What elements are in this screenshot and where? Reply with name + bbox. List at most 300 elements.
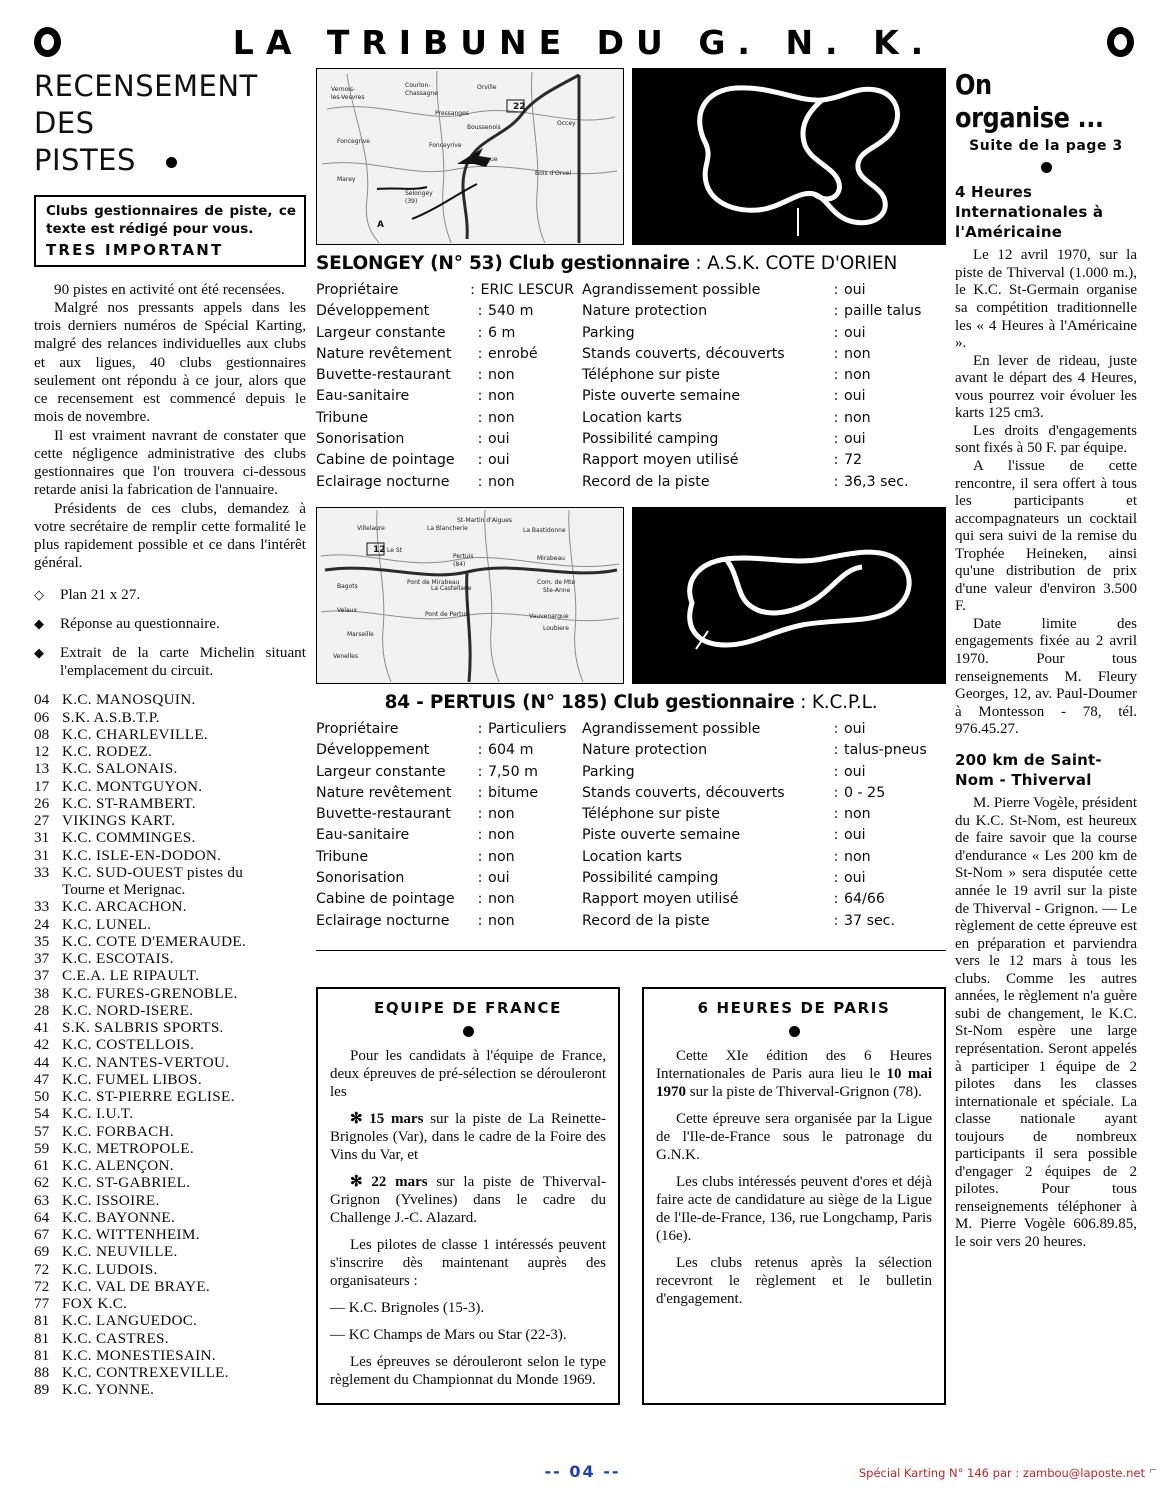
svg-text:Pressanges: Pressanges bbox=[435, 110, 469, 117]
spec-value: 6 m bbox=[488, 324, 516, 341]
club-department-number: 64 bbox=[34, 1208, 50, 1226]
spec-label: Eau-sanitaire bbox=[316, 827, 410, 844]
info-box-paragraph: Les épreuves se dérouleront selon le type règlement du Championnat du Monde 1969. bbox=[330, 1353, 606, 1388]
track-heading-club: : K.C.P.L. bbox=[800, 691, 878, 713]
club-name: K.C. YONNE. bbox=[62, 1381, 155, 1399]
spec-separator: : bbox=[477, 870, 483, 887]
spec-separator: : bbox=[477, 452, 483, 469]
spec-row bbox=[582, 889, 946, 910]
on-organise-title: On organise ... bbox=[955, 68, 1104, 134]
info-box-paragraph: Cette XIe édition des 6 Heures Internationales de Paris aura lieu le 10 mai 1970 sur la piste de Thiverval-Grignon (78). bbox=[656, 1047, 932, 1100]
spec-value: paille talus bbox=[844, 303, 922, 320]
club-name: C.E.A. LE RIPAULT. bbox=[62, 967, 200, 985]
right-section-heading: 200 km de Saint-Nom - Thiverval bbox=[955, 750, 1102, 789]
club-department-number: 31 bbox=[34, 846, 50, 864]
svg-text:Venelles: Venelles bbox=[333, 652, 358, 660]
spec-row bbox=[582, 740, 946, 761]
track-heading-name: 84 - PERTUIS (N° 185) Club gestionnaire bbox=[384, 691, 795, 713]
club-name: K.C. ST-GABRIEL. bbox=[62, 1174, 191, 1192]
spec-value: oui bbox=[488, 870, 510, 887]
legend-label: Réponse au questionnaire. bbox=[60, 614, 220, 632]
spec-separator: : bbox=[833, 409, 839, 426]
spec-value: oui bbox=[844, 431, 866, 448]
spec-value: non bbox=[488, 806, 515, 823]
corner-tick-icon: ⌐ bbox=[1149, 1462, 1157, 1477]
spec-value: non bbox=[488, 388, 515, 405]
page-number: -- 04 -- bbox=[544, 1462, 621, 1481]
info-box-row bbox=[316, 987, 946, 1405]
spec-row bbox=[582, 408, 946, 429]
spec-label: Cabine de pointage bbox=[316, 452, 455, 469]
list-item bbox=[34, 1088, 306, 1105]
club-department-number: 57 bbox=[34, 1122, 50, 1140]
club-department-number: 88 bbox=[34, 1364, 50, 1382]
spec-table bbox=[316, 280, 946, 493]
club-department-number: 89 bbox=[34, 1381, 50, 1399]
list-item bbox=[34, 1140, 306, 1157]
spec-label: Parking bbox=[582, 324, 635, 341]
continued-from-label: Suite de la page 3 bbox=[969, 138, 1123, 154]
spec-value: oui bbox=[844, 763, 866, 780]
spec-label: Nature protection bbox=[582, 303, 708, 320]
svg-text:12: 12 bbox=[373, 544, 386, 555]
list-item bbox=[34, 760, 306, 777]
club-department-number: 63 bbox=[34, 1191, 50, 1209]
spec-label: Largeur constante bbox=[316, 763, 446, 780]
spec-label: Record de la piste bbox=[582, 473, 710, 490]
spec-separator: : bbox=[833, 912, 839, 929]
club-department-number: 35 bbox=[34, 932, 50, 950]
spec-separator: : bbox=[833, 324, 839, 341]
spec-value: oui bbox=[488, 431, 510, 448]
spec-separator: : bbox=[833, 848, 839, 865]
bullet-dot-icon bbox=[789, 1026, 800, 1037]
right-paragraph: Les droits d'engagements sont fixés à 50 F. par équipe. bbox=[955, 422, 1137, 457]
spec-label: Propriétaire bbox=[316, 720, 399, 737]
spec-value: non bbox=[488, 912, 515, 929]
spec-row bbox=[316, 762, 574, 783]
spec-row bbox=[316, 344, 574, 365]
right-section bbox=[955, 183, 1137, 739]
club-name: K.C. LANGUEDOC. bbox=[62, 1312, 198, 1330]
spec-separator: : bbox=[833, 452, 839, 469]
spec-separator: : bbox=[477, 763, 483, 780]
spec-row bbox=[582, 804, 946, 825]
spec-label: Rapport moyen utilisé bbox=[582, 891, 739, 908]
svg-text:Boussenois: Boussenois bbox=[467, 124, 501, 131]
spec-separator: : bbox=[477, 827, 483, 844]
svg-text:Chassagne: Chassagne bbox=[405, 90, 438, 97]
spec-row bbox=[316, 365, 574, 386]
spec-label: Record de la piste bbox=[582, 912, 710, 929]
spec-label: Location karts bbox=[582, 409, 682, 426]
important-notice-box bbox=[34, 195, 306, 266]
list-item bbox=[34, 812, 306, 829]
right-section-body bbox=[955, 795, 1137, 1251]
spec-separator: : bbox=[477, 806, 483, 823]
intro-paragraph: 90 pistes en activité ont été recensées. bbox=[54, 280, 285, 298]
spec-label: Téléphone sur piste bbox=[582, 806, 720, 823]
spec-value: Particuliers bbox=[488, 720, 567, 737]
spec-value: 64/66 bbox=[844, 891, 885, 908]
club-department-number: 38 bbox=[34, 984, 50, 1002]
spec-separator: : bbox=[477, 367, 483, 384]
svg-text:Occey: Occey bbox=[557, 120, 576, 127]
spec-row bbox=[582, 386, 946, 407]
legend-marker-diamond-filled-icon: ◆ bbox=[34, 615, 44, 631]
spec-separator: : bbox=[477, 388, 483, 405]
scan-credit: Spécial Karting N° 146 par : zambou@laposte.net bbox=[858, 1466, 1145, 1480]
spec-value: 37 sec. bbox=[844, 912, 895, 929]
club-name: K.C. BAYONNE. bbox=[62, 1208, 176, 1226]
svg-text:La Bastidonne: La Bastidonne bbox=[523, 526, 566, 534]
info-box-paragraph: Les pilotes de classe 1 intéressés peuvent s'inscrire dès maintenant auprès des organisateurs : bbox=[330, 1236, 606, 1289]
spec-separator: : bbox=[477, 912, 483, 929]
svg-text:Vauvenargue: Vauvenargue bbox=[529, 612, 569, 620]
list-item bbox=[34, 1261, 306, 1278]
spec-row bbox=[316, 408, 574, 429]
svg-text:St-Martin d'Aigues: St-Martin d'Aigues bbox=[457, 516, 513, 524]
spec-value: non bbox=[844, 806, 871, 823]
middle-column bbox=[316, 68, 946, 1405]
club-department-number: 33 bbox=[34, 863, 50, 881]
club-name: K.C. ST-PIERRE EGLISE. bbox=[62, 1088, 235, 1106]
club-name: K.C. CHARLEVILLE. bbox=[62, 725, 208, 743]
emphasis-text: ✻ 22 mars bbox=[350, 1173, 428, 1190]
list-item bbox=[34, 829, 306, 846]
spec-row bbox=[582, 429, 946, 450]
emphasis-text: 10 mai 1970 bbox=[656, 1065, 932, 1100]
svg-text:Le St: Le St bbox=[387, 546, 402, 554]
svg-text:St-Gorgue: St-Gorgue bbox=[467, 156, 498, 163]
spec-row bbox=[316, 280, 574, 301]
spec-column-left bbox=[316, 280, 574, 493]
spec-label: Possibilité camping bbox=[582, 431, 719, 448]
spec-label: Eclairage nocturne bbox=[316, 473, 450, 490]
list-item bbox=[34, 1364, 306, 1381]
spec-row bbox=[316, 889, 574, 910]
spec-value: non bbox=[488, 473, 515, 490]
track-heading-name: SELONGEY (N° 53) Club gestionnaire bbox=[316, 253, 690, 274]
club-department-number: 72 bbox=[34, 1277, 50, 1295]
spec-value: 0 - 25 bbox=[844, 784, 886, 801]
track-media bbox=[316, 68, 946, 245]
bullet-dot-icon bbox=[463, 1026, 474, 1037]
spec-separator: : bbox=[470, 282, 475, 298]
svg-text:22: 22 bbox=[513, 102, 526, 112]
list-item bbox=[34, 1278, 306, 1295]
spec-label: Eclairage nocturne bbox=[316, 912, 450, 929]
list-item bbox=[34, 1209, 306, 1226]
club-department-number: 81 bbox=[34, 1312, 50, 1330]
list-item bbox=[34, 1036, 306, 1053]
club-name: K.C. ST-RAMBERT. bbox=[62, 794, 196, 812]
spec-separator: : bbox=[833, 431, 839, 448]
right-paragraph: Le 12 avril 1970, sur la piste de Thiverval (1.000 m.), le K.C. St-Germain organise sa compétition traditionnelle les « 4 Heures à l'Américaine ». bbox=[955, 247, 1137, 352]
intro-paragraph: Malgré nos pressants appels dans les trois derniers numéros de Spécial Karting, malgré des relances individuelles aux clubs et aux ligues, 40 clubs gestionnaires seulement ont répondu à ce jour, alors que ce recensement est commencé depuis le mois de novembre. bbox=[34, 298, 306, 426]
club-department-number: 81 bbox=[34, 1329, 50, 1347]
spec-value: oui bbox=[844, 388, 866, 405]
club-name: S.K. SALBRIS SPORTS. bbox=[62, 1019, 224, 1037]
spec-value: oui bbox=[844, 282, 866, 298]
spec-value: 7,50 m bbox=[488, 763, 538, 780]
right-section-body bbox=[955, 247, 1137, 738]
track-entry-pertuis bbox=[316, 507, 946, 932]
spec-value: oui bbox=[844, 324, 866, 341]
club-name: K.C. COSTELLOIS. bbox=[62, 1036, 195, 1054]
spec-label: Nature revêtement bbox=[316, 345, 452, 362]
spec-row bbox=[582, 365, 946, 386]
club-name: K.C. WITTENHEIM. bbox=[62, 1226, 200, 1244]
club-name: K.C. LUNEL. bbox=[62, 915, 152, 933]
spec-row bbox=[316, 911, 574, 932]
legend-label: Extrait de la carte Michelin situant l'emplacement du circuit. bbox=[60, 643, 306, 680]
list-item bbox=[34, 1054, 306, 1071]
club-name: K.C. FUMEL LIBOS. bbox=[62, 1070, 202, 1088]
list-item bbox=[34, 795, 306, 812]
spec-row bbox=[316, 472, 574, 493]
spec-label: Eau-sanitaire bbox=[316, 388, 410, 405]
club-name: K.C. FURES-GRENOBLE. bbox=[62, 984, 238, 1002]
masthead-title: LA TRIBUNE DU G. N. K. bbox=[232, 22, 936, 62]
svg-text:Ste-Anne: Ste-Anne bbox=[543, 586, 571, 594]
spec-separator: : bbox=[833, 763, 839, 780]
legend-label: Plan 21 x 27. bbox=[60, 585, 141, 603]
spec-row bbox=[582, 825, 946, 846]
spec-separator: : bbox=[477, 431, 483, 448]
spec-row bbox=[316, 719, 574, 740]
list-item bbox=[34, 709, 306, 726]
spec-row bbox=[582, 323, 946, 344]
spec-separator: : bbox=[833, 282, 839, 298]
club-department-number: 26 bbox=[34, 794, 50, 812]
svg-text:Orville: Orville bbox=[477, 84, 497, 91]
spec-label: Propriétaire bbox=[316, 282, 399, 298]
selongey-michelin-map bbox=[316, 68, 624, 245]
spec-row bbox=[582, 472, 946, 493]
list-item bbox=[34, 1312, 306, 1329]
spec-value: 72 bbox=[844, 452, 863, 469]
masthead-right-ring-icon bbox=[1107, 27, 1134, 57]
spec-separator: : bbox=[477, 720, 483, 737]
club-department-number: 42 bbox=[34, 1036, 50, 1054]
spec-row bbox=[316, 301, 574, 322]
club-department-number: 61 bbox=[34, 1157, 50, 1175]
emphasis-text: ✻ 15 mars bbox=[350, 1110, 424, 1127]
spec-row bbox=[316, 825, 574, 846]
spec-row bbox=[582, 280, 946, 301]
spec-value: non bbox=[488, 409, 515, 426]
spec-separator: : bbox=[833, 891, 839, 908]
spec-separator: : bbox=[833, 367, 839, 384]
club-name: K.C. MONESTIESAIN. bbox=[62, 1346, 216, 1364]
list-item bbox=[34, 933, 306, 950]
info-box-title: 6 HEURES DE PARIS bbox=[697, 998, 891, 1017]
list-item bbox=[34, 1347, 306, 1364]
bullet-dot-icon bbox=[166, 157, 177, 168]
info-box-paragraph: ✻ 15 mars sur la piste de La Reinette-Brignoles (Var), dans le cadre de la Foire des Vins du Var, et bbox=[330, 1110, 606, 1163]
spec-row bbox=[582, 762, 946, 783]
spec-row bbox=[582, 847, 946, 868]
club-department-number: 31 bbox=[34, 829, 50, 847]
spec-separator: : bbox=[477, 409, 483, 426]
club-name: K.C. CASTRES. bbox=[62, 1329, 169, 1347]
club-list bbox=[34, 691, 306, 1398]
list-item bbox=[34, 967, 306, 984]
club-department-number: 77 bbox=[34, 1295, 50, 1313]
svg-text:A: A bbox=[377, 220, 384, 230]
club-name: K.C. SUD-OUEST pistes du bbox=[62, 863, 244, 881]
notice-text: Clubs gestionnaires de piste, ce texte est rédigé pour vous. bbox=[46, 203, 296, 238]
list-item bbox=[34, 1243, 306, 1260]
spec-value: ERIC LESCUR bbox=[480, 282, 574, 298]
spec-row bbox=[582, 868, 946, 889]
spec-value: oui bbox=[844, 870, 866, 887]
spec-value: non bbox=[844, 345, 871, 362]
info-box-paragraph: ✻ 22 mars sur la piste de Thiverval-Grignon (Yvelines) dans le cadre du Challenge J.-C. Alazard. bbox=[330, 1173, 606, 1226]
club-name: K.C. ESCOTAIS. bbox=[62, 950, 174, 968]
spec-value: oui bbox=[844, 827, 866, 844]
spec-label: Location karts bbox=[582, 848, 682, 865]
spec-label: Développement bbox=[316, 303, 430, 320]
svg-text:Marey: Marey bbox=[337, 176, 356, 183]
right-section-heading: 4 Heures Internationales à l'Américaine bbox=[955, 183, 1104, 241]
track-heading bbox=[316, 692, 946, 713]
track-media bbox=[316, 507, 946, 684]
svg-text:Selongey: Selongey bbox=[405, 190, 433, 197]
club-name: K.C. ARCACHON. bbox=[62, 898, 187, 916]
spec-label: Développement bbox=[316, 742, 430, 759]
info-box-paragraph: Les clubs retenus après la sélection recevront le règlement et le bulletin d'engagement. bbox=[656, 1254, 932, 1307]
intro-paragraph: Présidents de ces clubs, demandez à votre secrétaire de remplir cette formalité le plus rapidement possible et ce dans l'intérêt général. bbox=[34, 499, 306, 572]
list-item bbox=[34, 847, 306, 864]
club-name: K.C. MANOSQUIN. bbox=[62, 691, 196, 709]
svg-text:(84): (84) bbox=[453, 560, 466, 568]
list-item bbox=[34, 743, 306, 760]
club-name: K.C. ISSOIRE. bbox=[62, 1191, 160, 1209]
club-department-number: 33 bbox=[34, 898, 50, 916]
spec-value: non bbox=[488, 827, 515, 844]
info-box-title: EQUIPE DE FRANCE bbox=[374, 998, 562, 1017]
club-name: K.C. NEUVILLE. bbox=[62, 1243, 178, 1261]
spec-value: talus-pneus bbox=[844, 742, 927, 759]
club-department-number: 54 bbox=[34, 1105, 50, 1123]
spec-separator: : bbox=[477, 473, 483, 490]
spec-separator: : bbox=[833, 784, 839, 801]
spec-row bbox=[316, 804, 574, 825]
spec-row bbox=[582, 911, 946, 932]
club-department-number: 59 bbox=[34, 1139, 50, 1157]
spec-label: Piste ouverte semaine bbox=[582, 827, 741, 844]
circuit-graphic bbox=[632, 507, 945, 681]
right-sections bbox=[955, 183, 1137, 1252]
spec-separator: : bbox=[833, 473, 839, 490]
info-box-paragraph: Pour les candidats à l'équipe de France, deux épreuves de pré-sélection se dérouleront les bbox=[330, 1047, 606, 1100]
svg-text:Bois d'Orvel: Bois d'Orvel bbox=[535, 170, 572, 177]
spec-label: Nature revêtement bbox=[316, 784, 452, 801]
spec-row bbox=[316, 450, 574, 471]
spec-row bbox=[316, 323, 574, 344]
list-item bbox=[34, 950, 306, 967]
spec-separator: : bbox=[477, 891, 483, 908]
spec-column-left bbox=[316, 719, 574, 932]
club-name: K.C. LUDOIS. bbox=[62, 1260, 158, 1278]
map-graphic bbox=[317, 69, 622, 243]
club-name: K.C. METROPOLE. bbox=[62, 1139, 194, 1157]
right-paragraph: Date limite des engagements fixée au 2 avril 1970. Pour tous renseignements M. Fleury Georges, 12, av. Paul-Doumer à Montesson - 78, tél. 976.45.27. bbox=[955, 615, 1137, 738]
spec-row bbox=[582, 783, 946, 804]
club-name: K.C. NORD-ISERE. bbox=[62, 1001, 194, 1019]
list-item bbox=[34, 1381, 306, 1398]
spec-value: non bbox=[488, 367, 515, 384]
spec-separator: : bbox=[477, 345, 483, 362]
map-graphic bbox=[317, 508, 622, 682]
list-item bbox=[34, 1192, 306, 1209]
spec-value: bitume bbox=[488, 784, 539, 801]
club-name: FOX K.C. bbox=[62, 1295, 128, 1313]
spec-separator: : bbox=[833, 303, 839, 320]
legend-item bbox=[34, 615, 306, 633]
club-department-number: 28 bbox=[34, 1001, 50, 1019]
left-column bbox=[34, 68, 306, 1399]
list-item bbox=[34, 916, 306, 933]
spec-label: Agrandissement possible bbox=[582, 282, 761, 298]
list-item bbox=[34, 898, 306, 915]
club-name: K.C. RODEZ. bbox=[62, 743, 153, 761]
club-department-number: 06 bbox=[34, 708, 50, 726]
spec-value: non bbox=[844, 367, 871, 384]
page-title-line-1: RECENSEMENT bbox=[34, 69, 258, 103]
right-paragraph: M. Pierre Vogèle, président du K.C. St-Nom, est heureux de faire savoir que la course d'endurance « Les 200 km de St-Nom » sera disputée cette année le 19 avril sur la piste de Thiverval - Grignon. — Le règlement de cette épreuve est en préparation et parviendra vers le 12 mars à tous les clubs. Comme les autres années, le règlement n'a guère subi de changement, le K.C. St-Nom espère une large représentation. Seront appelés à participer 1 équipe de 2 pilotes dans les classes internationale et spéciale. La classe nationale ayant toujours de nombreux participants il sera possible d'engager 2 équipes de 2 pilotes. Pour tous renseignements téléphoner à M. Pierre Vogèle 606.89.85, le soir vers 20 heures. bbox=[955, 795, 1137, 1250]
page-title-line-2: DES bbox=[34, 106, 95, 141]
track-heading-club: : A.S.K. COTE D'ORIEN bbox=[695, 253, 898, 274]
list-item bbox=[34, 1071, 306, 1088]
spec-row bbox=[582, 301, 946, 322]
masthead-left-ring-icon bbox=[34, 27, 61, 57]
legend-marker-diamond-outline-icon: ◇ bbox=[34, 586, 44, 602]
club-name: K.C. COMMINGES. bbox=[62, 829, 196, 847]
info-box-equipe-de-france bbox=[316, 987, 620, 1405]
spec-row bbox=[582, 450, 946, 471]
club-department-number: 08 bbox=[34, 725, 50, 743]
masthead bbox=[34, 22, 1134, 62]
spec-label: Rapport moyen utilisé bbox=[582, 452, 739, 469]
spec-row bbox=[316, 783, 574, 804]
spec-separator: : bbox=[833, 827, 839, 844]
spec-separator: : bbox=[477, 324, 483, 341]
spec-value: non bbox=[488, 891, 515, 908]
list-item bbox=[34, 726, 306, 743]
club-name: K.C. COTE D'EMERAUDE. bbox=[62, 932, 247, 950]
club-department-number: 13 bbox=[34, 760, 50, 778]
pertuis-michelin-map bbox=[316, 507, 624, 684]
right-column bbox=[955, 68, 1137, 1252]
spec-label: Buvette-restaurant bbox=[316, 806, 451, 823]
club-department-number: 37 bbox=[34, 950, 50, 968]
svg-text:(39): (39) bbox=[405, 198, 418, 205]
spec-separator: : bbox=[833, 742, 839, 759]
spec-label: Cabine de pointage bbox=[316, 891, 455, 908]
spec-separator: : bbox=[477, 303, 483, 320]
spec-separator: : bbox=[833, 388, 839, 405]
spec-separator: : bbox=[833, 806, 839, 823]
spec-value: 604 m bbox=[488, 742, 534, 759]
svg-text:Pont de Mirabeau: Pont de Mirabeau bbox=[407, 578, 460, 586]
spec-label: Nature protection bbox=[582, 742, 708, 759]
circuit-graphic bbox=[632, 68, 945, 242]
right-paragraph: A l'issue de cette rencontre, il sera offert à tous les participants et accompagnateurs un cocktail qui sera suivi de la remise du Trophée Heineken, ainsi qu'une distribution de prix d'une valeur d'environ 3.500 F. bbox=[955, 457, 1137, 615]
legend-marker-diamond-filled-icon: ◆ bbox=[34, 644, 44, 660]
